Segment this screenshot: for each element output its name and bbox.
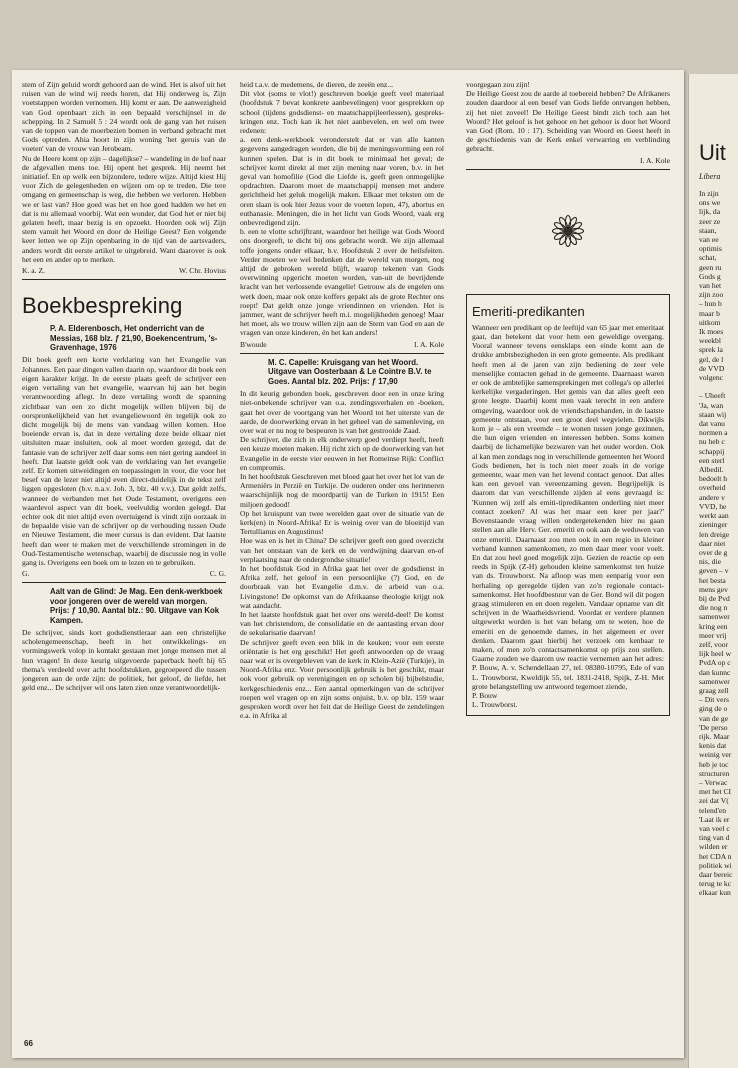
review-signature <box>240 340 444 349</box>
article-signature <box>22 266 226 275</box>
next-page-line: zijn zoo <box>699 290 724 300</box>
next-page-line: dat vanu <box>699 419 725 429</box>
magazine-page <box>12 70 684 1058</box>
review-paragraph: De schrijver, sinds kort godsdienstleraar aan een christelijke scholengemeenschap, heeft in het ontwikkelings- en vormingswerk volop in kontakt gestaan met jonge mensen met al hun vragen! In deze keurig uitgevoerde paperback heeft hij 65 thema's verdeeld over acht hoofdstukken, gegroepeerd die tussen jongeren aan de orde zijn: de politiek, het geloof, de liefde, het geld enz... De schrijver wil ons laten zien onze verantwoordelijk- <box>22 627 226 693</box>
next-page-line: weekbl <box>699 336 721 346</box>
next-page-line <box>699 382 738 391</box>
next-page-line: telend'en <box>699 805 727 815</box>
review-paragraph: In het laatste hoofdstuk gaat het over ons wereld-deel! De komst van het christendom, de consolidatie en de aantasting ervan door de sekularisatie daarvan! <box>240 609 444 638</box>
divider <box>240 353 444 354</box>
next-page-line: Gods g <box>699 271 721 281</box>
next-page-line: samenwer <box>699 612 730 622</box>
next-page-line: PvdA op c <box>699 658 731 668</box>
next-page-line: elkaar kun <box>699 888 731 898</box>
next-page-subtitle: Libera <box>699 172 721 181</box>
next-page-line: structuren <box>699 768 730 778</box>
next-page-line: geven – v <box>699 566 729 576</box>
review-paragraph: In het hoofdstuk God in Afrika gaat het over de godsdienst in Afrika zelf, het geloof in een persoonlijke (?) God, en de doorbraak van het Evangelie d.m.v. de arbeid van o.a. Livingstone! De opkomst van de Afrikaanse theologie krijgt ook wat aandacht. <box>240 563 444 610</box>
review-paragraph: De Heilige Geest zou de aarde al toebereid hebben? De Afrikaners zouden daardoor al een besef van Gods liefde ontvangen hebben, zij het niet zoveel! De Heilige Geest bindt zich toch aan het Woord? Het geloof is het gehoor en het gehoor is door het Woord van God (Rom. 10 : 17). Scheiding van Woord en Geest heeft in de geschiedenis van de Kerk enkel verwarring en verblinding gebracht. <box>466 89 670 154</box>
next-page-line: zeer ze <box>699 216 721 226</box>
next-page-line: Albedil. <box>699 465 724 475</box>
next-page-line: nis, die <box>699 557 721 567</box>
next-page-line: maar b <box>699 308 720 318</box>
notice-paragraph: Wanneer een predikant op de leeftijd van 65 jaar met emeritaat gaat, dan betekent dat voor hem een geweldige overgang. Vooral wanneer tevens eensklaps een einde komt aan de drukke ambtsbezigheden in een grote gemeente. Als predikant heeft men al de jaren van zijn bediening de zeer vele menselijke contacten gehad in de gemeente. Daarnaast waren er ook de ambtelijke samensprekingen met collega's op allerlei kerkelijke vergaderingen. Het gemis van dat alles geeft een grote leegte. Daarbij komt men vaak terecht in een andere omgeving, waardoor ook de vriendschapsbanden, in de laatste gemeente ontstaan, voor een groot deel wegvielen. Dikwijls kom je – als een vreemde – te wonen tussen jonge gezinnen, die hun eigen vrienden en interessen hebben. Soms komen daarbij de lichamelijke bezwaren van het ouder worden. Ook al kan men zondags nog in verschillende gemeenten het Woord Gods bedienen, het is toch niet meer zoals in de vorige gemeente, waar men van het levend contact genoot. Dat alles kan een gevoel van vereenzaming geven. Begrijpelijk is daarom dat van verschillende zijden al eens gevraagd is: 'Kunnen wij zelf als emiti-tipredikanten onderling niet meer contact zoeken? Al was het maar een keer per jaar?' Bovenstaande vraag willen ondergetekenden hier nu gaan stellen aan alle Herv. Ger. emeriti en ook aan de weduwen van onze emeriti. Daarnaast zou men ook in een regio in kleiner verband kunnen samenkomen, zo men daar meer voor voelt. En dat zou heel goed mogelijk zijn. Gezien de reactie op een reeds in Spijk (Z-H) gehouden kleine samenkomst ten huize van ds. Trouwborst. Na afloop was men eenparig voor een herhaling op geregelde tijden van zo'n regionale contact-samenkomst. Het hoofdbestuur van de Ger. Bond wil dit pogen graag stimuleren en en doen regelen. Vandaar opname van dit schrijven in de Waarheidsvriend. Voordat er verdere plannen uitgewerkt worden is het van belang om te weten, hoe de emeriti en de genoemde dames, in het algemeen er over denken. Daarom gaat hierbij het verzoek om kenbaar te maken, of men zo'n contactsamenkomst op prijs zou stellen. Gaarne zouden we daarom uw reactie vernemen aan het adres: P. Bouw, A. v. Schendellaan 27, tel. 08380-10795, Ede of van L. Trouwborst, Kweldijk 55, tel. 1831-2418, Spijk, Z-H. Met grote belangstelling uw antwoord tegemoet ziende, <box>472 322 664 691</box>
review-paragraph: Dit vlot (soms te vlot!) geschreven boekje geeft veel materiaal (hoofdstuk 7 bevat konkrete aanbevelingen) voor gesprekken op school (tijdens godsdienst- en maatschappijleerlessen), gespreks-kringen enz. Toch kan ik het niet aanbevelen, en wel om twee redenen: <box>240 89 444 136</box>
next-page-text <box>699 189 738 898</box>
next-page-line: – Dit vers <box>699 695 729 705</box>
review-signature <box>466 156 670 165</box>
signature-author: C. G. <box>209 569 226 579</box>
next-page-line: optimis <box>699 244 722 254</box>
page-number: 66 <box>24 1039 33 1048</box>
signature-place: G. <box>22 569 30 579</box>
review-paragraph: Op het kruispunt van twee werelden gaat over de situatie van de kerk(en) in Noord-Afrika! Er is weinig over van de bloeitijd van Tertullianus en Augustinus! <box>240 508 444 537</box>
signature-author: I. A. Kole <box>414 339 444 349</box>
next-page-line: overheid <box>699 483 726 493</box>
signature-author: I. A. Kole <box>640 155 670 165</box>
next-page-line: schat, <box>699 253 717 263</box>
article-paragraph: Nu de Heere komt op zijn – dagelijkse? – wandeling in de hof naar de afgevallen mens toe. Hij opent het gesprek. Hij neemt het initiatief. En op welk een bijzondere, tedere wijze. Altijd kiest Hij voor Zich de gelegenheden en wijzen om op te treden. Die tere omgang en gemeenschap is weg, die hebben we verloren. Hebben we er last van? Hoe goed was het en hoe goed hadden we het en dat is nu allemaal voorbij. Wat een wonder, dat God het er niet bij gelaten heeft, maar bezig is en opzoekt. Hoorden ook wij Zijn stem vanuit het Woord en door de Heilige Geest? Een volgende keer letten we op Zijn openbaring in de tijd van de aartsvaders, anders wordt dit eerste artikel te uitgebreid. Want daarover is ook het een en ander op te merken. <box>22 153 226 264</box>
next-page-line: van ee <box>699 235 719 245</box>
review-paragraph: In dit keurig gebonden boek, geschreven door een in onze kring niet-onbekende schrijver van o.a. zendingsverhalen en -boeken, gaat het over de voortgang van het Woord tot het uiterste van de aarde, de doorwerking ervan in het geheel van de samenleving, en over wat er nu nog te bespeuren is van het gestrooide Zaad. <box>240 389 444 435</box>
signature-author: W. Chr. Hovius <box>179 266 226 276</box>
notice-signer: L. Trouwborst. <box>472 700 518 710</box>
next-page-line: sprek la <box>699 345 723 355</box>
next-page-line: het besta <box>699 575 726 585</box>
next-page-line: dan kunnc <box>699 667 731 677</box>
article-paragraph: stem of Zijn geluid wordt gehoord aan de wind. Het is alsof uit het ruisen van de wind wij reeds horen, dat Hij onderweg is, Zijn voetstappen worden vernomen. Hij komt er aan. De aanwezigheid van God openbaart zich in een bepaald verschijnsel in de schepping. In 2 Samuël 5 : 24 wordt ook de gang van het ruisen van de toppen van de moerbezien bomen in verband gebracht met Gods optreden. Ahia hoort in zijn woning 'het geruis van de voeten' van de vrouw van Jerobeam. <box>22 80 226 154</box>
next-page-line: uitkom <box>699 317 721 327</box>
next-page-line: graag zell <box>699 685 729 695</box>
section-heading: Boekbespreking <box>22 293 183 319</box>
next-page-line: ging de o <box>699 704 728 714</box>
review-paragraph: De schrijver, die zich in elk onderwerp goed verdiept heeft, heeft een keuze moeten maken. Hij richt zich op de doorwerking van het Evangelie in de eerste vier eeuwen in het Romeinse Rijk: Conflict en compromis. <box>240 435 444 472</box>
next-page-heading: Uit <box>699 140 726 165</box>
review-paragraph: In het hoofdstuk Geschreven met bloed gaat het over het lot van de Armeniërs in Perzië en Turkije. De ouderen onder ons herinneren waarschijnlijk nog de moordpartij van de Turken in 1915! Een miljoen gedood! <box>240 471 444 509</box>
next-page-line: In zijn <box>699 189 719 198</box>
next-page-line: lijk heel w <box>699 649 732 659</box>
next-page-line: andere v <box>699 492 725 502</box>
divider <box>466 169 670 170</box>
next-page-line: VVD, he <box>699 501 727 511</box>
next-page-line: zieninger <box>699 520 728 530</box>
review-paragraph: Hoe was en is het in China? De schrijver geeft een goed overzicht van het ontstaan van de kerk en de verdwijning daarvan en-of verplaatsing naar de ondergrondse situatie! <box>240 536 444 564</box>
next-page-line: bedoelt h <box>699 474 728 484</box>
next-page-line: samenwer <box>699 676 730 686</box>
next-page-line: lijk, da <box>699 207 721 217</box>
notice-box <box>466 294 670 717</box>
next-page-line: heb je toc <box>699 759 729 769</box>
next-page-line: daar niet <box>699 538 726 548</box>
next-page-line: die nog n <box>699 603 728 613</box>
next-page-line: het CDA n <box>699 851 732 861</box>
next-page-line: staan, <box>699 225 717 235</box>
flower-ornament-icon <box>466 214 670 248</box>
next-page-line: volgenc <box>699 373 724 383</box>
next-page-line: bij de Pvd <box>699 593 730 603</box>
next-page-line: kenis dat <box>699 741 727 751</box>
next-page-line: zelf, voor <box>699 639 729 649</box>
next-page-line: de VVD <box>699 363 725 373</box>
review-paragraph: b. een te vlotte schrijftrant, waardoor het heilige wat Gods Woord ons doorgeeft, te dicht bij ons gebracht wordt. We zijn allemaal toffe jongens onder elkaar, b.v. Hoofdstuk 2 over de heilsfeiten. Verder moeten we wel bedenken dat de wereld van morgen, nog altijd de gebroken wereld blijft, waarop tekenen van Gods overwinning opgericht moeten worden, van-uit de bevrijdende kracht van het verlossende evangelie! Getrouw als de engelen ons werk doen, maar ook onze koffers gepakt als de grote Rechter ons roept! Dat geldt onze jonge vriendinnen en vrienden. Het is jammer, want de schrijver heeft m.i. mogelijkheden genoeg! Maar het moet, als we trouw willen zijn aan de Stem van God en aan de vragen van onze kinderen, én het kan anders! <box>240 227 444 338</box>
next-page-line: terug te kc <box>699 879 732 889</box>
next-page-line: Ik moes <box>699 327 724 337</box>
next-page-line: – Uheeft <box>699 391 726 401</box>
next-page-line: 'Laat ik er <box>699 814 730 824</box>
review-paragraph: a. een denk-werkboek veronderstelt dat er van alle kanten gegevens aangedragen worden, die bij de meningsvorming een rol kunnen spelen. Dat is in dit boek te minimaal het geval; de schrijver komt direkt al met zijn mening naar voren, b.v. in het geval van homofilie (God die Liefde is, geeft geen onmogelijke opdrachten. Daarom moet de maatschappij mensen met andere gerichtheid het geluk mogelijk maken. Elkaar met teksten om de oren slaan is ook hier Jezus voor de voeten lopen, 47), abortus en euthanasie. Meningen, die in het licht van Gods Woord, vaak erg onbevredigend zijn. <box>240 135 444 228</box>
next-page-line: ons we <box>699 198 721 208</box>
notice-signer: P. Bouw <box>472 690 498 700</box>
next-page-line: wilden er <box>699 842 728 852</box>
review-title: M. C. Capelle: Kruisgang van het Woord. Uitgave van Oosterbaan & Le Cointre B.V. te Goes. Aantal blz. 202. Prijs: ƒ 17,90 <box>268 357 432 386</box>
divider <box>22 582 226 583</box>
next-page-line: werkt aan <box>699 511 729 521</box>
next-page-line: ting van d <box>699 833 730 843</box>
next-page-line: schappij <box>699 446 725 456</box>
next-page-line: van het <box>699 281 722 291</box>
review-paragraph: De schrijver geeft even een blik in de keuken; voor een eerste oriëntatie is het erg geschikt! Het geeft antwoorden op de vraag naar wat er is overgebleven van de kerk in Klein-Azië (Turkije), in Noord-Afrika enz. Voor persoonlijk gebruik is het geschikt, maar ook voor gebruik op verenigingen en op scholen bij bijbelstudie, kerkgeschiedenis enz... Een aantal opmerkingen van de schrijver roepen wel vragen op en zijn soms onjuist, b.v. op blz. 159 waar gesproken wordt over het feit dat de Heilige Geest de zendelingen e.a. in Afrika al <box>240 637 444 721</box>
review-signature <box>22 569 226 578</box>
next-page-edge <box>688 74 738 1068</box>
next-page-line: len dreige <box>699 529 730 539</box>
next-page-line: staan wij <box>699 409 727 419</box>
review-paragraph: Dit boek geeft een korte verklaring van het Evangelie van Johannes. Een paar dingen vallen daarin op, waardoor dit boek een eigen karakter krijgt. In de eerste plaats geeft de schrijver een eigen vertaling van het evangelie, waarvan hij aan het begin verantwoording aflegt. In deze vertaling wordt de spanning zichtbaar van een zo dicht mogelijk willen blijven bij de oorspronkelijkheid van het evangeliewoord én tegelijk ook zo dicht mogelijk bij de mens van vandaag willen komen. Hoe boeiende ervan is, dat in deze vertaling deze beide elkaar niet uitsluiten maar insluiten, ook al moet worden gezegd, dat de fantasie van de schrijver zelf daar soms een niet gering aandeel in heeft. Dat laatste geldt ook van de verklaring van het evangelie zelf. Er komen uitweidingen en toepassingen in voor, die voor het besef van de lezer niet altijd even direct-duidelijk in de tekst zelf liggen opgesloten (b.v. n.a.v. Joh. 3, blz. 40 v.v.). Dat geldt zelfs, wanneer de verbanden met het Oude Testament, overigens een waardevol aspect van dit boek, veelvuldig worden gelegd. Dat echter ook dit niet altijd even overtuigend is vindt zijn oorzaak in de bepaalde visie van de schrijver op de verhouding tussen Oude en Nieuwe Testament, die meer cursus is dan evident. Dat laatste heeft dan weer te maken met de verschillende stromingen in de Oud-Testamentische wetenschap, waarbij de discussie nog in volle gang is. Overigens een boek om te lezen en te gebruiken. <box>22 355 226 567</box>
next-page-line: mens gev <box>699 584 728 594</box>
review-title: Aalt van de Glind: Je Mag. Een denk-werkboek voor jongeren over de wereld van morgen. Prijs: ƒ 10,90. Aantal blz.: 90. Uitgave van Kok Kampen. <box>50 587 223 625</box>
column-2 <box>240 80 444 1040</box>
signature-place: K. a. Z. <box>22 266 45 276</box>
next-page-line: van de ge <box>699 713 729 723</box>
next-page-line: gel, de l <box>699 354 724 364</box>
next-page-line: nu heb c <box>699 437 725 447</box>
next-page-line: normen a <box>699 428 728 438</box>
review-paragraph: heid t.a.v. de medemens, de dieren, de zeeën enz... <box>240 80 393 89</box>
next-page-line: zei dat V( <box>699 796 729 806</box>
next-page-line: – Verwac <box>699 777 728 787</box>
next-page-line: daar bereic <box>699 870 733 880</box>
next-page-line: een sterl <box>699 455 725 465</box>
notice-title: Emeriti-predikanten <box>472 303 585 319</box>
column-3 <box>466 80 670 1040</box>
next-page-line: met het CI <box>699 787 732 797</box>
next-page-line: over de g <box>699 547 728 557</box>
signature-place: B'woude <box>240 339 267 349</box>
next-page-line: geen ru <box>699 262 722 272</box>
column-1 <box>22 80 226 1040</box>
next-page-line: kring een <box>699 621 728 631</box>
next-page-line: politiek wi <box>699 860 732 870</box>
next-page-line: rijk. Maar <box>699 731 730 741</box>
next-page-line: meer vrij <box>699 630 727 640</box>
next-page-line: van veel c <box>699 824 730 833</box>
next-page-line: weinig ver <box>699 750 732 760</box>
divider <box>22 279 226 280</box>
review-paragraph: voorgegaan zou zijn! <box>466 80 530 89</box>
next-page-line: 'De perso <box>699 722 728 732</box>
review-title: P. A. Elderenbosch, Het onderricht van de Messias, 168 blz. ƒ 21,90, Boekencentrum, 's-Gravenhage, 1976 <box>50 324 218 353</box>
next-page-line: – hun b <box>699 299 722 309</box>
next-page-line: 'Ja, wan <box>699 400 724 410</box>
